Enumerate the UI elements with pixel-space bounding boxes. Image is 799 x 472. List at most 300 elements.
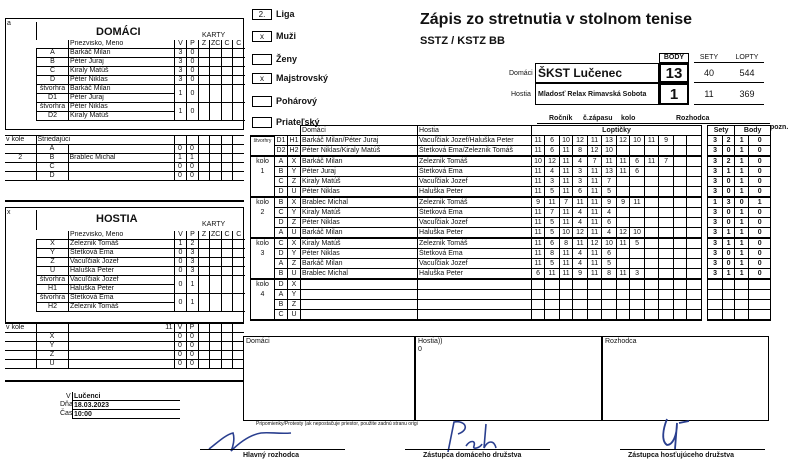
match-ball-score (630, 249, 645, 259)
match-points (749, 300, 771, 310)
match-ball-score: 11 (532, 177, 545, 187)
match-ball-score: 11 (532, 218, 545, 228)
match-home-player: Péter Niklas (301, 249, 418, 259)
match-ball-score (645, 279, 659, 290)
match-ball-score (617, 290, 630, 300)
match-ball-score: 7 (560, 197, 573, 208)
match-ball-score: 11 (602, 156, 617, 167)
match-ball-score (602, 290, 617, 300)
home-team-name: ŠKST Lučenec (538, 66, 623, 80)
match-ball-score: 11 (630, 197, 645, 208)
match-ball-score (630, 208, 645, 218)
match-kolo-number (251, 146, 275, 157)
match-ball-score (645, 238, 659, 249)
match-home-player: Brablec Michal (301, 197, 418, 208)
match-ball-score: 12 (617, 228, 630, 239)
match-away-player: Štetková Ema (418, 167, 532, 177)
match-away-code: Y (288, 208, 301, 218)
home-doubles-row: D2 Kiraly Matúš (37, 112, 245, 121)
match-away-code: X (288, 156, 301, 167)
match-ball-score (687, 197, 702, 208)
notes-domaci-box[interactable] (243, 336, 415, 421)
match-ball-score (687, 218, 702, 228)
match-points (749, 279, 771, 290)
match-ball-score: 11 (588, 218, 602, 228)
match-away-code: U (288, 228, 301, 239)
match-away-code: Y (288, 167, 301, 177)
match-sets: 3 (708, 218, 723, 228)
home-sub-row: 2 B Brablec Michal 1 1 (5, 154, 244, 163)
match-ball-score (674, 300, 687, 310)
away-side-label: Hostia (511, 91, 531, 98)
match-ball-score (645, 146, 659, 157)
match-row (251, 167, 771, 177)
home-col-card: Ž (199, 40, 210, 49)
match-ball-score: 6 (532, 269, 545, 280)
match-home-code: C (275, 238, 288, 249)
notes-rozhodca-box[interactable] (602, 336, 769, 421)
match-ball-score (659, 290, 674, 300)
match-ball-score: 11 (588, 136, 602, 146)
home-sub-row: C 0 0 (5, 163, 244, 172)
match-ball-score: 6 (573, 187, 588, 198)
match-ball-score (645, 208, 659, 218)
match-points: 0 (749, 218, 771, 228)
away-player-row: U Haluška Peter 0 3 (37, 267, 245, 276)
match-sets: 0 (723, 146, 735, 157)
notes-rozhodca-label: Rozhodca (605, 338, 637, 345)
match-ball-score (560, 279, 573, 290)
match-ball-score (645, 269, 659, 280)
match-points (735, 300, 749, 310)
match-ball-score: 11 (560, 156, 573, 167)
match-row (251, 259, 771, 269)
match-home-code: C (275, 177, 288, 187)
match-kolo-number: 4 (251, 290, 275, 300)
match-points: 0 (749, 177, 771, 187)
match-away-player: Štetková Ema/Zeleznik Tomáš (418, 146, 532, 157)
match-away-player: Zeleznik Tomáš (418, 238, 532, 249)
home-body: 13 (665, 65, 683, 82)
match-ball-score (645, 310, 659, 321)
match-sets (708, 290, 723, 300)
match-ball-score: 11 (545, 197, 560, 208)
match-away-player: Vacuľčiak Jozef (418, 218, 532, 228)
away-roster-header: Priezvisko, Meno V P Ž ŽČ Č Č (37, 231, 245, 240)
place-value: Lučenci (74, 393, 101, 400)
match-away-player: Zeleznik Tomáš (418, 197, 532, 208)
match-ball-score: 11 (588, 269, 602, 280)
match-ball-score (630, 177, 645, 187)
match-ball-score: 10 (630, 228, 645, 239)
match-ball-score: 7 (602, 177, 617, 187)
match-row (251, 218, 771, 228)
match-sets: 0 (723, 249, 735, 259)
time-value: 10:00 (74, 411, 92, 418)
match-sets: 1 (723, 167, 735, 177)
match-ball-score: 3 (573, 167, 588, 177)
match-points (735, 310, 749, 321)
match-group-label: kolo (251, 156, 275, 167)
match-ball-score (659, 197, 674, 208)
match-sets: 3 (708, 269, 723, 280)
match-away-player: Vacuľčiak Jozef/Haluška Peter (418, 136, 532, 146)
match-home-player: Kiraly Matúš (301, 208, 418, 218)
label-majstrovsky: Majstrovský (276, 73, 329, 83)
match-ball-score: 12 (573, 228, 588, 239)
home-player-name: Péter Juraj (69, 58, 175, 67)
home-player-name: Péter Niklas (69, 76, 175, 85)
home-roster-table (36, 40, 245, 121)
match-ball-score: 11 (617, 269, 630, 280)
match-points: 0 (749, 208, 771, 218)
match-away-code: U (288, 310, 301, 321)
match-ball-score (659, 167, 674, 177)
match-home-code: B (275, 167, 288, 177)
match-ball-score (687, 208, 702, 218)
away-player-row: X Zeleznik Tomáš 1 2 (37, 240, 245, 249)
match-ball-score (645, 259, 659, 269)
match-ball-score: 11 (617, 238, 630, 249)
match-ball-score (674, 269, 687, 280)
match-ball-score (617, 259, 630, 269)
match-row (251, 279, 771, 290)
match-ball-score (659, 300, 674, 310)
home-col-p: P (187, 40, 199, 49)
match-sets: 3 (708, 259, 723, 269)
match-sets (708, 310, 723, 321)
match-home-player: Péter Niklas/Kiraly Matúš (301, 146, 418, 157)
match-ball-score (532, 279, 545, 290)
match-ball-score (674, 218, 687, 228)
match-ball-score: 11 (588, 208, 602, 218)
league-level-box[interactable]: 2. (252, 9, 272, 20)
match-points: 0 (735, 197, 749, 208)
match-away-player (418, 279, 532, 290)
match-ball-score: 4 (545, 167, 560, 177)
match-ball-score (687, 279, 702, 290)
match-points: 0 (749, 259, 771, 269)
match-ball-score: 11 (532, 167, 545, 177)
away-sety: 11 (704, 89, 714, 99)
match-sets (723, 290, 735, 300)
match-row (251, 269, 771, 280)
match-ball-score: 11 (560, 259, 573, 269)
match-ball-score (545, 290, 560, 300)
match-home-code: A (275, 290, 288, 300)
checkbox-poharovy[interactable] (252, 96, 272, 107)
label-zeny: Ženy (276, 54, 298, 64)
match-sets (723, 300, 735, 310)
match-ball-score: 5 (602, 187, 617, 198)
away-roster-table (36, 231, 245, 312)
home-player-row: C Kiraly Matúš 3 0 (37, 67, 245, 76)
match-ball-score (659, 218, 674, 228)
grid-head-sety: Sety (708, 126, 735, 136)
notes-hostia-box[interactable] (415, 336, 602, 421)
place-label: V (66, 393, 71, 400)
match-ball-score: 6 (602, 249, 617, 259)
match-ball-score (674, 249, 687, 259)
match-ball-score (674, 156, 687, 167)
match-points: 1 (735, 146, 749, 157)
match-ball-score (645, 197, 659, 208)
match-points: 1 (735, 259, 749, 269)
sig-label-referee: Hlavný rozhodca (243, 452, 300, 459)
match-ball-score (645, 249, 659, 259)
match-sets: 0 (723, 187, 735, 198)
match-points: 0 (749, 167, 771, 177)
match-sets (723, 279, 735, 290)
match-home-player: Péter Niklas (301, 187, 418, 198)
match-points: 0 (749, 249, 771, 259)
match-ball-score (602, 310, 617, 321)
match-ball-score: 4 (573, 259, 588, 269)
match-ball-score (659, 238, 674, 249)
match-away-code: X (288, 238, 301, 249)
match-row (251, 238, 771, 249)
match-ball-score (617, 279, 630, 290)
match-sets: 3 (708, 177, 723, 187)
match-home-code: D (275, 249, 288, 259)
match-kolo-number (251, 228, 275, 239)
match-points (749, 290, 771, 300)
match-home-player (301, 310, 418, 321)
match-kolo-number (251, 187, 275, 198)
match-points: 1 (735, 167, 749, 177)
match-home-code: D (275, 187, 288, 198)
home-roster-title: DOMÁCI (96, 26, 141, 38)
match-ball-score (687, 249, 702, 259)
match-points: 0 (749, 269, 771, 280)
away-team-name: Mladosť Relax Rimavská Sobota (538, 91, 647, 98)
match-ball-score: 10 (602, 238, 617, 249)
sig-line-referee (200, 449, 345, 450)
match-home-player: Péter Juraj (301, 167, 418, 177)
match-ball-score (687, 290, 702, 300)
match-ball-score: 11 (617, 167, 630, 177)
home-lopty: 544 (739, 68, 755, 78)
match-group-label: kolo (251, 279, 275, 290)
match-ball-score: 4 (573, 156, 588, 167)
match-ball-score: 4 (573, 249, 588, 259)
match-points: 0 (749, 146, 771, 157)
match-ball-score (687, 146, 702, 157)
match-ball-score (645, 177, 659, 187)
match-sets (708, 279, 723, 290)
match-kolo-number (251, 218, 275, 228)
match-ball-score (674, 197, 687, 208)
match-ball-score (573, 290, 588, 300)
match-ball-score: 11 (532, 259, 545, 269)
match-points: 1 (735, 187, 749, 198)
away-doubles-row: H1 Haluška Peter (37, 285, 245, 294)
home-subs-header: v kole Striedajúci (5, 136, 244, 145)
home-col-card: Č (233, 40, 245, 49)
pozn-label: pozn. (770, 124, 789, 131)
sig-line-home (405, 449, 550, 450)
match-home-code: D1 (275, 136, 288, 146)
match-row (251, 187, 771, 198)
signature-referee (205, 425, 295, 455)
away-doubles-row: štvorhra Vacuľčiak Jozef 0 1 (37, 276, 245, 285)
match-ball-score: 5 (602, 259, 617, 269)
league-liga-label: Liga (276, 9, 295, 19)
match-sets (723, 310, 735, 321)
checkbox-zeny[interactable] (252, 54, 272, 65)
match-ball-score: 8 (545, 249, 560, 259)
away-lopty: 369 (739, 89, 755, 99)
match-ball-score (545, 279, 560, 290)
match-row (251, 310, 771, 321)
kolo-label: kolo (621, 115, 636, 122)
home-sub-row: D 0 0 (5, 172, 244, 181)
match-ball-score: 11 (588, 197, 602, 208)
match-away-player: Štetková Ema (418, 208, 532, 218)
match-ball-score: 11 (532, 187, 545, 198)
match-ball-score (687, 269, 702, 280)
match-ball-score (659, 279, 674, 290)
checkbox-majstrovsky[interactable]: x (252, 73, 272, 84)
match-ball-score (545, 300, 560, 310)
match-kolo-number (251, 177, 275, 187)
match-ball-score (674, 177, 687, 187)
match-ball-score (687, 136, 702, 146)
match-grid (250, 125, 771, 321)
away-score-line (694, 104, 764, 105)
match-row (251, 249, 771, 259)
match-away-player (418, 300, 532, 310)
match-ball-score: 11 (588, 249, 602, 259)
match-row (251, 290, 771, 300)
match-ball-score: 11 (532, 249, 545, 259)
score-head-line (694, 62, 764, 63)
match-points: 0 (749, 136, 771, 146)
match-points: 1 (735, 218, 749, 228)
match-sets: 3 (708, 238, 723, 249)
match-away-code: H1 (288, 136, 301, 146)
match-ball-score (588, 310, 602, 321)
match-home-code: D (275, 279, 288, 290)
match-away-code: Z (288, 177, 301, 187)
notes-domaci-label: Domáci (246, 338, 270, 345)
match-ball-score: 11 (532, 238, 545, 249)
match-sets: 3 (708, 156, 723, 167)
match-ball-score (560, 290, 573, 300)
match-ball-score (674, 290, 687, 300)
match-ball-score (645, 228, 659, 239)
match-sets: 2 (723, 156, 735, 167)
match-points: 1 (735, 156, 749, 167)
match-points: 1 (735, 177, 749, 187)
match-ball-score: 7 (588, 156, 602, 167)
match-ball-score (588, 290, 602, 300)
match-away-player: Haluška Peter (418, 269, 532, 280)
match-ball-score: 10 (602, 146, 617, 157)
match-points: 1 (735, 269, 749, 280)
match-ball-score (674, 310, 687, 321)
match-ball-score (687, 167, 702, 177)
match-ball-score (617, 208, 630, 218)
home-col-name: Priezvisko, Meno (69, 40, 175, 49)
match-ball-score: 7 (545, 208, 560, 218)
away-roster-karty: KARTY (202, 221, 226, 228)
match-ball-score (573, 300, 588, 310)
match-home-player: Barkáč Milan (301, 259, 418, 269)
checkbox-muzi[interactable]: x (252, 31, 272, 42)
meta-line (537, 123, 770, 124)
match-row (251, 156, 771, 167)
match-ball-score: 6 (602, 218, 617, 228)
match-ball-score: 6 (545, 238, 560, 249)
match-ball-score: 6 (630, 167, 645, 177)
match-ball-score: 11 (532, 208, 545, 218)
match-ball-score: 11 (560, 249, 573, 259)
match-points: 0 (749, 238, 771, 249)
match-ball-score (617, 146, 630, 157)
match-home-code: C (275, 208, 288, 218)
match-ball-score (659, 310, 674, 321)
home-roster-corner: a (7, 20, 11, 27)
rozhodca-label: Rozhodca (676, 115, 710, 122)
match-away-player: Štetková Ema (418, 249, 532, 259)
match-ball-score (687, 259, 702, 269)
time-label: Čas (60, 410, 73, 417)
match-ball-score (588, 300, 602, 310)
match-away-code: Z (288, 218, 301, 228)
match-ball-score (630, 310, 645, 321)
match-ball-score: 6 (545, 136, 560, 146)
match-points: 1 (735, 249, 749, 259)
match-ball-score: 3 (630, 269, 645, 280)
match-ball-score (687, 228, 702, 239)
match-ball-score: 11 (560, 177, 573, 187)
match-ball-score: 7 (659, 156, 674, 167)
match-ball-score: 10 (532, 156, 545, 167)
notes-hostia-value: 0 (418, 346, 422, 353)
match-ball-score (674, 228, 687, 239)
sig-line-away (620, 449, 765, 450)
match-ball-score: 11 (532, 228, 545, 239)
sig-label-away: Zástupca hosťujúceho družstva (628, 452, 735, 459)
match-ball-score (617, 249, 630, 259)
match-ball-score: 5 (545, 228, 560, 239)
home-doubles-row: štvorhra Péter Niklas 1 0 (37, 103, 245, 112)
match-ball-score: 9 (602, 197, 617, 208)
match-row (251, 300, 771, 310)
match-sets: 3 (708, 228, 723, 239)
away-roster-corner: x (7, 209, 11, 216)
match-away-code: Y (288, 290, 301, 300)
match-home-player (301, 300, 418, 310)
match-ball-score: 5 (545, 187, 560, 198)
match-ball-score (630, 279, 645, 290)
match-home-player (301, 279, 418, 290)
date-label: Dňa (60, 401, 73, 408)
match-ball-score (687, 300, 702, 310)
match-ball-score (659, 259, 674, 269)
match-ball-score (630, 259, 645, 269)
match-ball-score (645, 290, 659, 300)
match-ball-score (659, 249, 674, 259)
home-doubles-row: D1 Péter Juraj (37, 94, 245, 103)
match-ball-score (630, 218, 645, 228)
match-ball-score (573, 279, 588, 290)
match-ball-score: 4 (573, 218, 588, 228)
match-away-code: Z (288, 259, 301, 269)
match-sets: 3 (708, 208, 723, 218)
match-ball-score (687, 177, 702, 187)
